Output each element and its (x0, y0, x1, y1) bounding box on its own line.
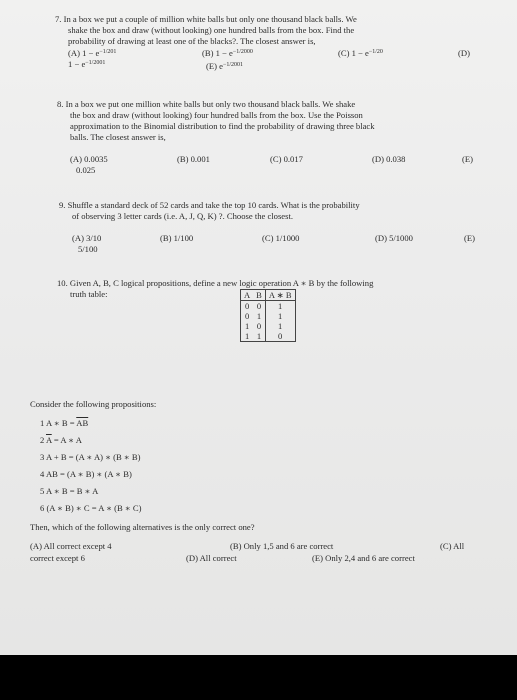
bottom-black-bar (0, 655, 517, 700)
q7-option-d-value: $1 - e^{-1/2001}$ (68, 59, 106, 69)
table-cell: 1 (244, 321, 250, 331)
q7-option-d: (D) (458, 48, 470, 58)
q8-option-d: (D) 0.038 (372, 154, 406, 164)
proposition-6: 6 (A ∗ B) ∗ C = A ∗ (B ∗ C) (40, 503, 142, 513)
q10-option-a-continued: correct except 6 (30, 553, 85, 563)
q10-line-1: 10. Given A, B, C logical propositions, define a new logic operation A ∗ B by the following (57, 278, 374, 288)
table-row (241, 301, 296, 312)
q7-line-2: shake the box and draw (without looking) one hundred balls from the box. Find the (68, 25, 355, 35)
q9-line-2: of observing 3 letter cards (i.e. A, J, Q, K) ?. Choose the closest. (72, 211, 293, 221)
table-cell: 1 (265, 301, 295, 312)
table-cell: 0 (256, 321, 262, 331)
q8-line-4: balls. The closest answer is, (70, 132, 166, 142)
proposition-1: 1 A ∗ $B = \overline{AB}$ (40, 418, 89, 428)
q8-line-2: the box and draw (without looking) four hundred balls from the box. Use the Poisson (70, 110, 363, 120)
q10-option-a: (A) All correct except 4 (30, 541, 112, 551)
q7-option-e: (E) $e^{-1/2001}$ (206, 61, 243, 71)
q10-then-text: Then, which of the following alternatives is the only correct one? (30, 522, 255, 532)
q8-option-a: (A) 0.0035 (70, 154, 108, 164)
q7-option-a: (A) $1 - e^{-1/201}$ (68, 48, 117, 58)
q9-line-1: 9. Shuffle a standard deck of 52 cards and take the top 10 cards. What is the probability (59, 200, 360, 210)
q9-option-b: (B) 1/100 (160, 233, 194, 243)
table-cell: 0 (244, 311, 250, 321)
truth-table (240, 289, 296, 342)
proposition-2: 2 $\overline{A} = A$ ∗ A (40, 435, 82, 445)
q10-option-d: (D) All correct (186, 553, 237, 563)
proposition-4: 4 AB = (A ∗ B) ∗ (A ∗ B) (40, 469, 132, 479)
consider-text: Consider the following propositions: (30, 399, 157, 409)
q9-option-e-value: 5/100 (78, 244, 98, 254)
table-cell: 0 (265, 331, 295, 342)
q8-option-e: (E) (462, 154, 473, 164)
table-header-a-star-b: A ∗ B (265, 290, 295, 301)
q10-option-c: (C) All (440, 541, 465, 551)
table-cell: 1 (241, 331, 254, 342)
q7-option-b: (B) $1 - e^{-1/2000}$ (202, 48, 253, 58)
q8-line-1: 8. In a box we put one million white balls but only two thousand black balls. We shake (57, 99, 356, 109)
table-cell: 1 (256, 311, 262, 321)
table-cell: 1 (253, 331, 265, 342)
q10-line-2: truth table: (70, 289, 108, 299)
q7-option-c: (C) $1 - e^{-1/20}$ (338, 48, 383, 58)
proposition-5: 5 A ∗ B = B ∗ A (40, 486, 99, 496)
table-row (241, 311, 296, 321)
proposition-3: 3 A + B = (A ∗ A) ∗ (B ∗ B) (40, 452, 141, 462)
table-row (241, 331, 296, 342)
q7-line-3: probability of drawing at least one of the blacks?. The closest answer is, (68, 36, 316, 46)
table-header-b: B (253, 290, 265, 301)
table-cell: 1 (265, 311, 295, 321)
table-cell: 0 (244, 301, 250, 311)
table-header-a: A (241, 290, 254, 301)
q9-option-d: (D) 5/1000 (375, 233, 413, 243)
table-cell: 1 (265, 321, 295, 331)
q7-line-1: 7. In a box we put a couple of million white balls but only one thousand black balls. We (55, 14, 357, 24)
q9-option-e: (E) (464, 233, 475, 243)
q8-option-c: (C) 0.017 (270, 154, 303, 164)
q9-option-c: (C) 1/1000 (262, 233, 300, 243)
q9-option-a: (A) 3/10 (72, 233, 102, 243)
table-row (241, 321, 296, 331)
q10-option-b: (B) Only 1,5 and 6 are correct (230, 541, 334, 551)
q8-option-e-value: 0.025 (76, 165, 96, 175)
q8-line-3: approximation to the Binomial distribution to find the probability of drawing three black (70, 121, 375, 131)
q8-option-b: (B) 0.001 (177, 154, 210, 164)
table-cell: 0 (256, 301, 262, 311)
q10-option-e: (E) Only 2,4 and 6 are correct (312, 553, 415, 563)
